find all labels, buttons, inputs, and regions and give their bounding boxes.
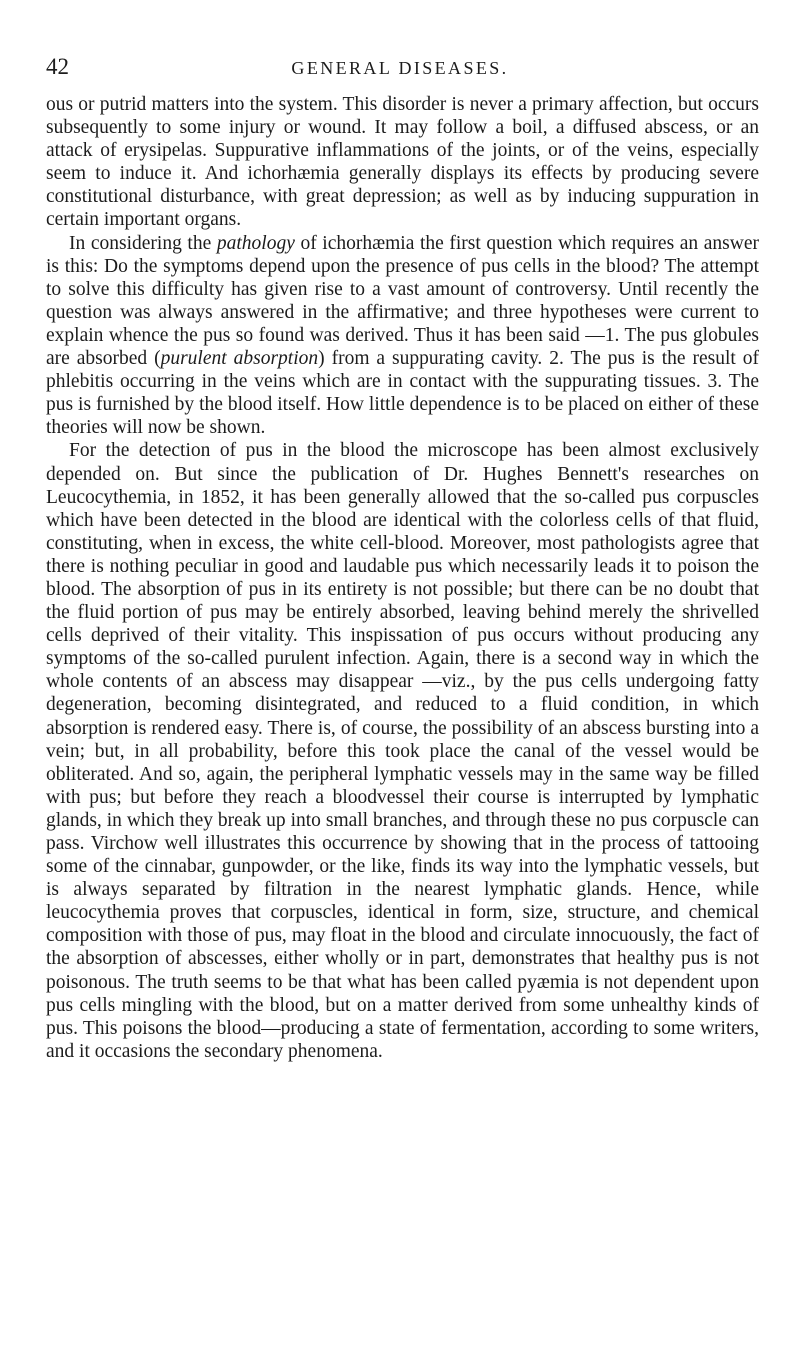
page-number: 42 (46, 54, 69, 79)
page-header (46, 54, 754, 80)
paragraph-pathology (46, 232, 759, 440)
italic-term-pathology: pathology (216, 232, 295, 254)
paragraph-text: ous or putrid matters into the system. This disorder is never a primary affection, but occurs subsequently to some injury or wound. It may follow a boil, a diffused abscess, or an attack of erysipelas. Suppurative inflammations of the joints, or of the veins, especially seem to induce it. And ichorhæmia generally displays its effects by producing severe constitutional disturbance, with great depression; as well as by inducing suppuration in certain important organs. (46, 94, 759, 231)
paragraph-text: For the detection of pus in the blood the microscope has been almost exclusively depended on. But since the publication of Dr. Hughes Bennett's researches on Leucocythemia, in 1852, it has been generally allowed that the so-called pus corpuscles which have been detected in the blood are identical with the colorless cells of that fluid, constituting, when in excess, the white cell-blood. Moreover, most pathologists agree that there is nothing peculiar in good and laudable pus which necessarily leads it to poison the blood. The absorption of pus in its entirety is not possible; but there can be no doubt that the fluid portion of pus may be entirely absorbed, leaving behind merely the shrivelled cells deprived of their vitality. This inspissation of pus occurs without producing any symptoms of the so-called purulent infection. Again, there is a second way in which the whole contents of an abscess may disappear —viz., by the pus cells undergoing fatty degeneration, becoming disintegrated, and reduced to a fluid condition, in which absorption is rendered easy. There is, of course, the possibility of an abscess bursting into a vein; but, in all probability, before this took place the canal of the vessel would be obliterated. And so, again, the peripheral lymphatic vessels may in the same way be filled with pus; but before they reach a bloodvessel their course is interrupted by lymphatic glands, in which they break up into small branches, and through these no pus corpuscle can pass. Virchow well illustrates this occurrence by showing that in the process of tattooing some of the cinnabar, gunpowder, or the like, finds its way into the lymphatic vessels, but is always separated by filtration in the nearest lymphatic glands. Hence, while leucocythemia proves that corpuscles, identical in form, size, structure, and chemical composition with those of pus, may float in the blood and circulate innocuously, the fact of the absorption of abscesses, either wholly or in part, demonstrates that healthy pus is not poisonous. The truth seems to be that what has been called pyæmia is not dependent upon pus cells mingling with the blood, but on a matter derived from some unhealthy kinds of pus. This poisons the blood—producing a state of fermentation, according to some writers, and it occasions the secondary phenomena. (46, 440, 759, 1062)
italic-term-purulent-absorption: purulent absorption (160, 348, 319, 370)
paragraph-text: ) from a suppurating cavity. 2. The pus is the result of phlebitis occurring in the veins which are in contact with the suppurating tissues. 3. The pus is furnished by the blood itself. How little dependence is to be placed on either of these theories will now be shown. (46, 348, 759, 439)
body-text (46, 93, 759, 1063)
paragraph-text: In considering the (69, 232, 217, 254)
paragraph-text: of ichorhæmia the first question which requires an answer is this: Do the symptoms depend upon the presence of pus cells in the blood? The attempt to solve this difficulty has given rise to a vast amount of controversy. Until recently the question was always answered in the affirmative; and three hypotheses were current to explain whence the pus so found was derived. Thus it has been said —1. The pus globules are absorbed ( (46, 232, 759, 370)
paragraph-detection (46, 439, 759, 1063)
running-head: GENERAL DISEASES. (291, 58, 509, 78)
paragraph-continuation (46, 93, 759, 232)
